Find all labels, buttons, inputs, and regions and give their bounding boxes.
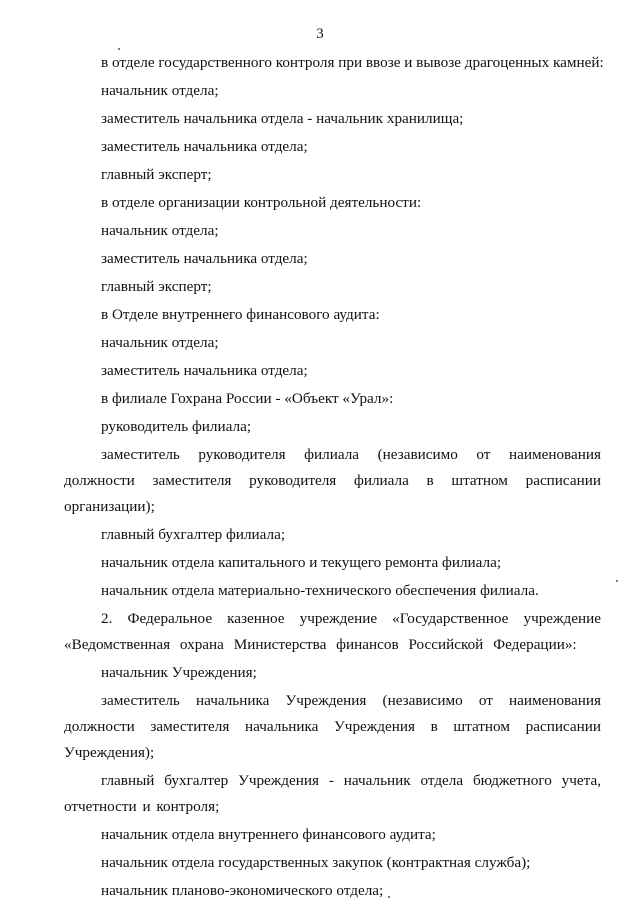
paragraph: начальник Учреждения; — [101, 664, 257, 681]
paragraph: главный бухгалтер Учреждения - начальник отдела бюджетного учета, отчетности и контроля; — [64, 772, 601, 815]
paragraph: заместитель начальника отдела - начальник хранилища; — [101, 110, 464, 127]
paragraph: заместитель начальника отдела; — [101, 362, 308, 379]
paragraph: начальник отдела; — [101, 222, 219, 239]
paragraph: в отделе организации контрольной деятельности: — [101, 194, 422, 211]
document-body — [64, 50, 604, 906]
paragraph: начальник отдела государственных закупок (контрактная служба); — [101, 854, 531, 871]
paragraph: в филиале Гохрана России - «Объект «Урал»: — [101, 390, 394, 407]
paragraph: начальник планово-экономического отдела; — [101, 882, 384, 899]
paragraph: главный эксперт; — [101, 166, 212, 183]
paragraph: руководитель филиала; — [101, 418, 252, 435]
paragraph: в отделе государственного контроля при ввозе и вывозе драгоценных камней: — [101, 54, 604, 71]
paragraph: начальник отдела внутреннего финансового аудита; — [101, 826, 436, 843]
scan-speck — [118, 48, 120, 50]
paragraph: главный эксперт; — [101, 278, 212, 295]
scan-speck — [616, 580, 618, 582]
paragraph: заместитель начальника отдела; — [101, 250, 308, 267]
paragraph: заместитель начальника Учреждения (независимо от наименования должности заместителя начальника Учреждения в штатном расписании Учреждения); — [64, 692, 601, 761]
paragraph: 2. Федеральное казенное учреждение «Государственное учреждение «Ведомственная охрана Министерства финансов Российской Федерации»: — [64, 610, 601, 653]
paragraph: заместитель начальника отдела; — [101, 138, 308, 155]
page-number: 3 — [316, 26, 324, 42]
scan-speck — [388, 896, 390, 898]
paragraph: начальник отдела; — [101, 334, 219, 351]
paragraph: заместитель руководителя филиала (независимо от наименования должности заместителя руководителя филиала в штатном расписании организации); — [64, 446, 601, 515]
paragraph: начальник отдела материально-технического обеспечения филиала. — [101, 582, 539, 599]
paragraph: в Отделе внутреннего финансового аудита: — [101, 306, 380, 323]
paragraph: главный бухгалтер филиала; — [101, 526, 286, 543]
paragraph: начальник отдела; — [101, 82, 219, 99]
paragraph: начальник отдела капитального и текущего ремонта филиала; — [101, 554, 502, 571]
